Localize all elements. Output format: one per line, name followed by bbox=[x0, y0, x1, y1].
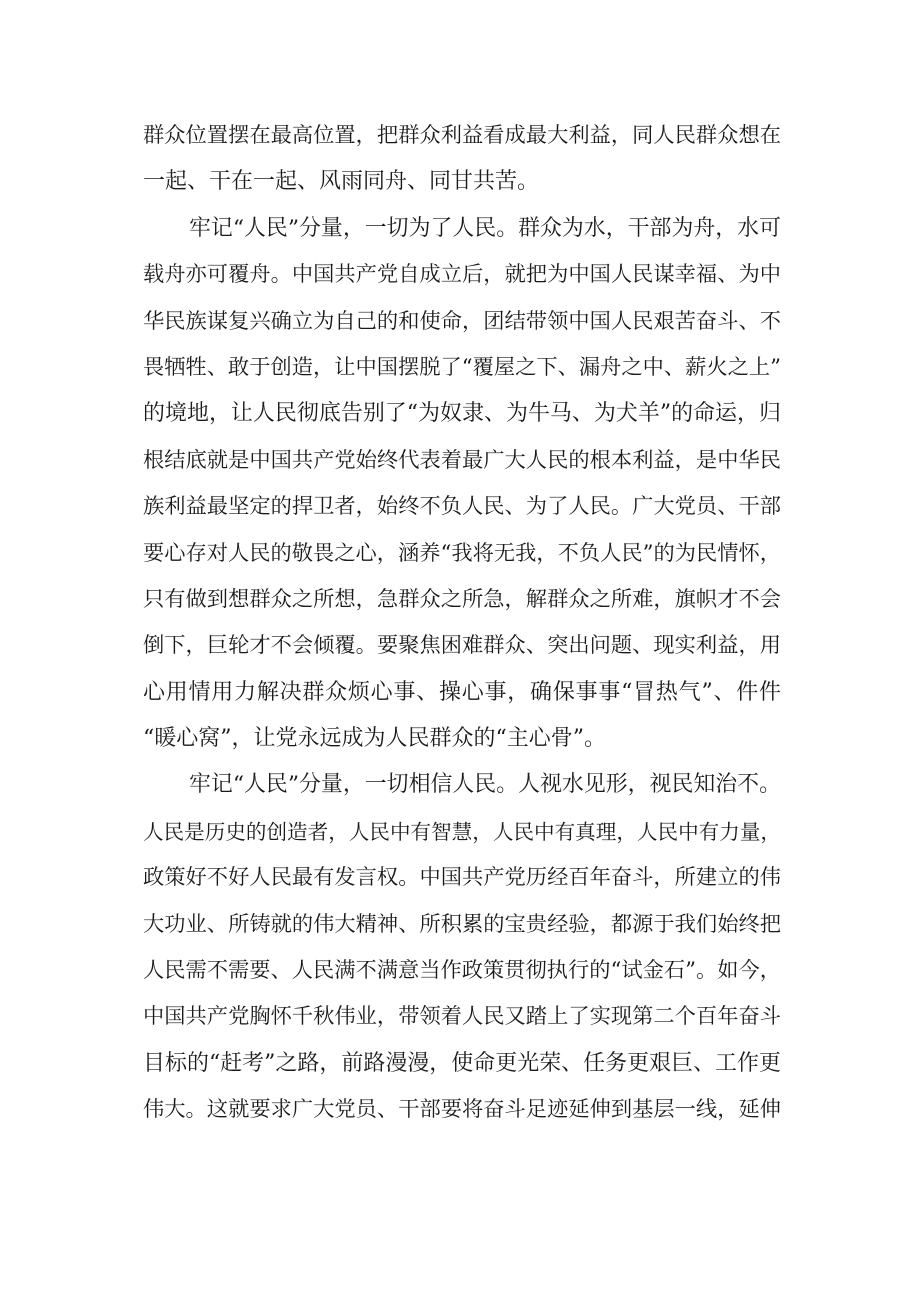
text-line: 族利益最坚定的捍卫者，始终不负人民、为了人民。广大党员、干部 bbox=[143, 494, 781, 520]
text-line: 根结底就是中国共产党始终代表着最广大人民的根本利益，是中华民 bbox=[143, 447, 781, 473]
text-line: 人民需不需要、人民满不满意当作政策贯彻执行的“试金石”。如今， bbox=[143, 958, 781, 984]
text-line: 中国共产党胸怀千秋伟业，带领着人民又踏上了实现第二个百年奋斗 bbox=[143, 1004, 781, 1030]
text-line: 只有做到想群众之所想，急群众之所急，解群众之所难，旗帜才不会 bbox=[143, 586, 781, 612]
text-line: 大功业、所铸就的伟大精神、所积累的宝贵经验，都源于我们始终把 bbox=[143, 911, 781, 937]
text-line: 政策好不好人民最有发言权。中国共产党历经百年奋斗，所建立的伟 bbox=[143, 865, 781, 891]
text-line: 人民是历史的创造者，人民中有智慧，人民中有真理，人民中有力量， bbox=[143, 819, 781, 844]
text-line: 一起、干在一起、风雨同舟、同甘共苦。 bbox=[143, 169, 540, 195]
text-line: 华民族谋复兴确立为自己的和使命，团结带领中国人民艰苦奋斗、不 bbox=[143, 308, 781, 334]
text-line: 的境地，让人民彻底告别了“为奴隶、为牛马、为犬羊”的命运，归 bbox=[143, 401, 781, 427]
text-line: 心用情用力解决群众烦心事、操心事，确保事事“冒热气”、件件 bbox=[143, 679, 781, 705]
text-line: 伟大。这就要求广大党员、干部要将奋斗足迹延伸到基层一线，延伸 bbox=[143, 1097, 781, 1123]
text-line: 牢记“人民”分量，一切相信人民。人视水见形，视民知治不。 bbox=[189, 772, 781, 798]
text-line: 要心存对人民的敬畏之心，涵养“我将无我，不负人民”的为民情怀， bbox=[143, 540, 781, 566]
text-line: 群众位置摆在最高位置，把群众利益看成最大利益，同人民群众想在 bbox=[143, 123, 781, 148]
text-line: 载舟亦可覆舟。中国共产党自成立后，就把为中国人民谋幸福、为中 bbox=[143, 262, 781, 288]
text-line: 倒下，巨轮才不会倾覆。要聚焦困难群众、突出问题、现实利益，用 bbox=[143, 633, 781, 659]
text-line: “暖心窝”，让党永远成为人民群众的“主心骨”。 bbox=[143, 726, 606, 752]
text-line: 目标的“赶考”之路，前路漫漫，使命更光荣、任务更艰巨、工作更 bbox=[143, 1050, 781, 1076]
text-line: 畏牺牲、敢于创造，让中国摆脱了“覆屋之下、漏舟之中、薪火之上” bbox=[143, 354, 781, 380]
body-text bbox=[143, 113, 781, 1134]
text-line: 牢记“人民”分量，一切为了人民。群众为水，干部为舟，水可 bbox=[189, 215, 781, 241]
